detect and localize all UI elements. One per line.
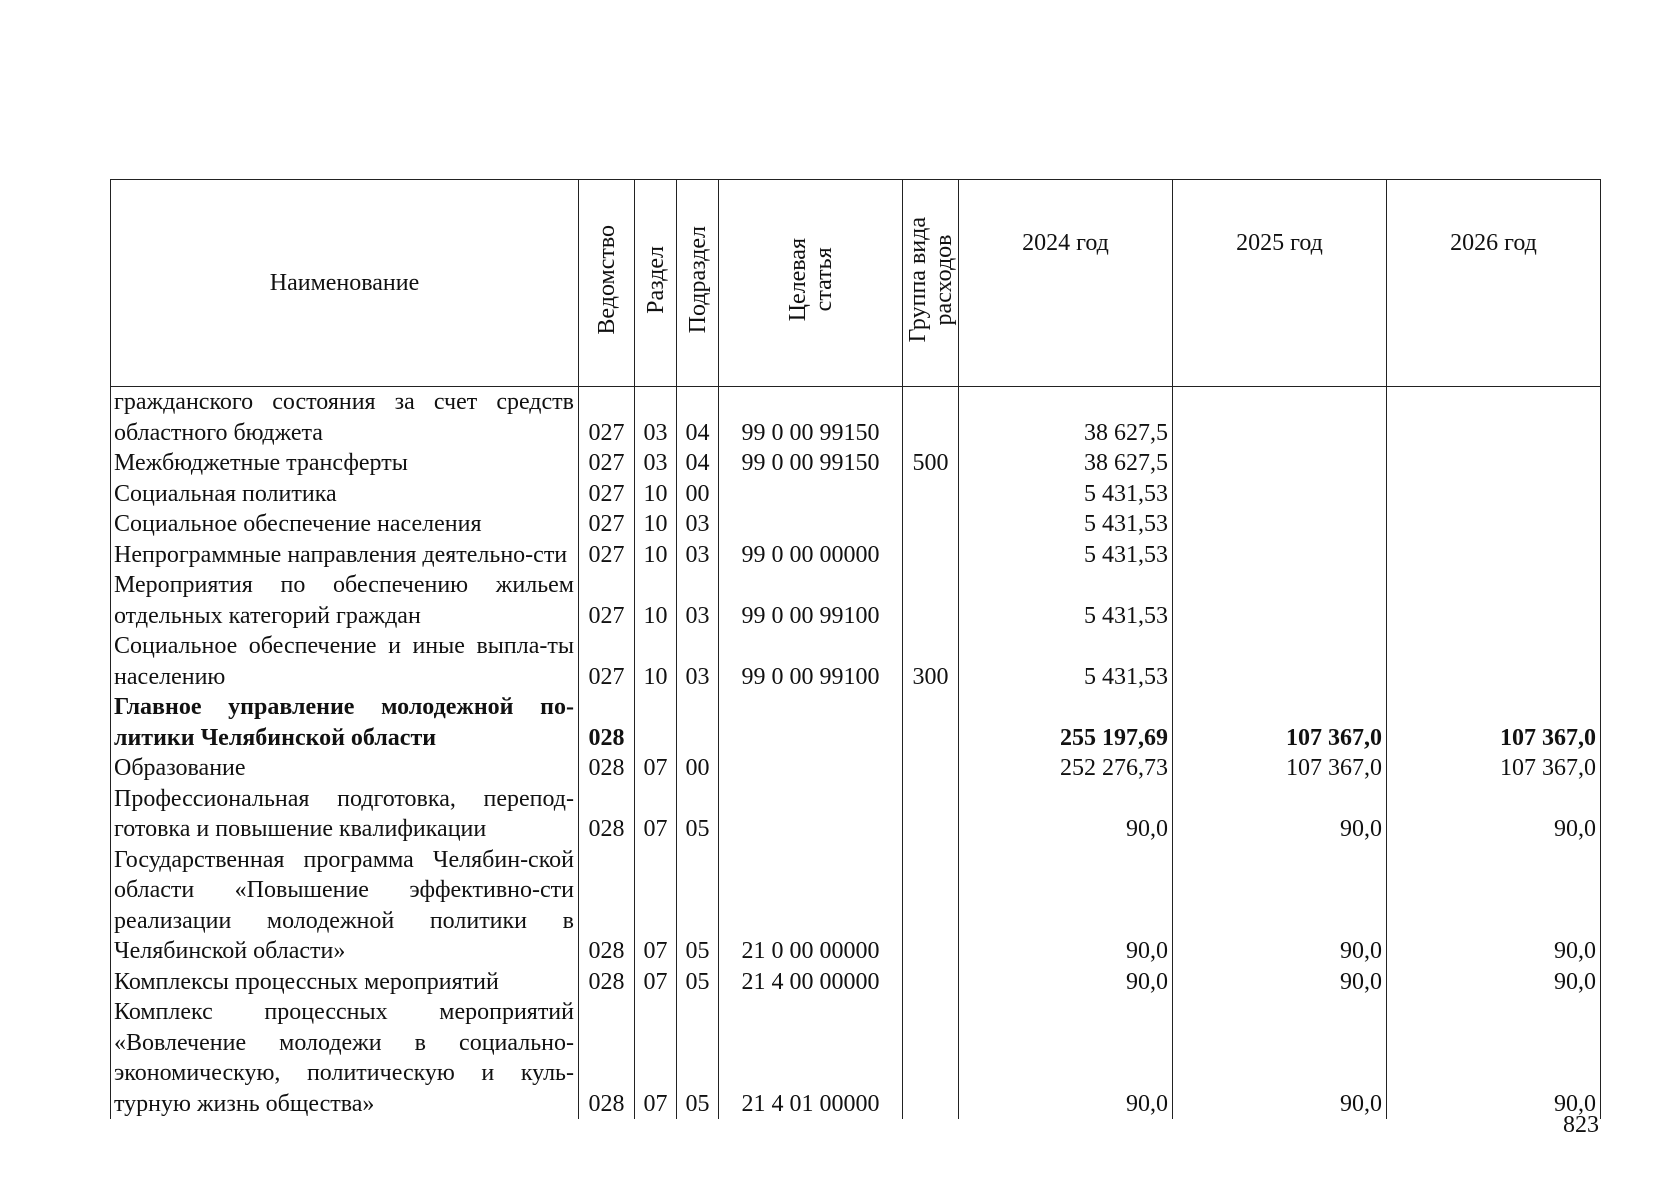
cell-2024: 5 431,53 — [959, 540, 1173, 571]
cell-2025 — [1173, 448, 1387, 479]
cell-podrazdel: 00 — [677, 479, 719, 510]
cell-2025: 90,0 — [1173, 967, 1387, 998]
cell-2024: 90,0 — [959, 967, 1173, 998]
table-row — [111, 448, 1601, 479]
cell-podrazdel: 05 — [677, 967, 719, 998]
cell-razdel — [635, 692, 677, 753]
cell-podrazdel: 03 — [677, 509, 719, 540]
cell-2025 — [1173, 479, 1387, 510]
header-podrazdel-text: Подраздел — [684, 225, 711, 334]
cell-2025 — [1173, 387, 1387, 449]
cell-2026 — [1387, 448, 1601, 479]
cell-2024: 90,0 — [959, 997, 1173, 1119]
cell-2025 — [1173, 509, 1387, 540]
cell-2024: 252 276,73 — [959, 753, 1173, 784]
cell-gruppa — [903, 692, 959, 753]
cell-2024: 255 197,69 — [959, 692, 1173, 753]
cell-gruppa — [903, 997, 959, 1119]
cell-celevaya-statya: 99 0 00 00000 — [719, 540, 903, 571]
cell-podrazdel: 05 — [677, 997, 719, 1119]
table-row — [111, 692, 1601, 753]
cell-2024: 38 627,5 — [959, 387, 1173, 449]
cell-podrazdel: 00 — [677, 753, 719, 784]
header-gruppa-text — [905, 217, 957, 342]
cell-2025: 107 367,0 — [1173, 753, 1387, 784]
cell-celevaya-statya — [719, 479, 903, 510]
header-2024-text: 2024 год — [1022, 230, 1109, 256]
cell-celevaya-statya: 99 0 00 99100 — [719, 631, 903, 692]
cell-podrazdel: 03 — [677, 570, 719, 631]
cell-podrazdel: 05 — [677, 784, 719, 845]
cell-name: Социальное обеспечение населения — [111, 509, 579, 540]
header-gruppa-vida-rashodov — [903, 180, 959, 387]
cell-razdel: 10 — [635, 631, 677, 692]
cell-2026: 107 367,0 — [1387, 753, 1601, 784]
cell-razdel: 10 — [635, 540, 677, 571]
cell-celevaya-statya: 21 4 01 00000 — [719, 997, 903, 1119]
cell-gruppa — [903, 540, 959, 571]
cell-2025: 90,0 — [1173, 997, 1387, 1119]
cell-razdel: 10 — [635, 570, 677, 631]
cell-gruppa — [903, 845, 959, 967]
cell-vedomstvo: 028 — [579, 692, 635, 753]
cell-name: Государственная программа Челябин-ской области «Повышение эффективно-сти реализации молодежной политики в Челябинской области» — [111, 845, 579, 967]
header-razdel — [635, 180, 677, 387]
cell-celevaya-statya: 21 0 00 00000 — [719, 845, 903, 967]
cell-2024: 5 431,53 — [959, 509, 1173, 540]
cell-celevaya-statya — [719, 692, 903, 753]
cell-podrazdel: 04 — [677, 387, 719, 449]
cell-name: Комплекс процессных мероприятий «Вовлечение молодежи в социально-экономическую, политическую и куль-турную жизнь общества» — [111, 997, 579, 1119]
header-gruppa-line2: расходов — [930, 234, 957, 325]
cell-2026 — [1387, 509, 1601, 540]
cell-2025: 107 367,0 — [1173, 692, 1387, 753]
cell-podrazdel — [677, 692, 719, 753]
cell-2024: 5 431,53 — [959, 631, 1173, 692]
cell-name: Социальная политика — [111, 479, 579, 510]
cell-2026 — [1387, 570, 1601, 631]
cell-2026: 107 367,0 — [1387, 692, 1601, 753]
cell-vedomstvo: 028 — [579, 753, 635, 784]
header-2026-text: 2026 год — [1450, 230, 1537, 256]
cell-gruppa — [903, 784, 959, 845]
cell-2026 — [1387, 387, 1601, 449]
cell-vedomstvo: 028 — [579, 997, 635, 1119]
header-name-text: Наименование — [269, 269, 420, 296]
cell-razdel: 07 — [635, 967, 677, 998]
table-row — [111, 997, 1601, 1119]
cell-vedomstvo: 027 — [579, 509, 635, 540]
cell-podrazdel: 05 — [677, 845, 719, 967]
cell-vedomstvo: 027 — [579, 631, 635, 692]
cell-2026 — [1387, 479, 1601, 510]
cell-name: Мероприятия по обеспечению жильем отдельных категорий граждан — [111, 570, 579, 631]
cell-celevaya-statya — [719, 509, 903, 540]
cell-2025: 90,0 — [1173, 845, 1387, 967]
header-vedomstvo — [579, 180, 635, 387]
cell-2026: 90,0 — [1387, 784, 1601, 845]
table-row — [111, 753, 1601, 784]
cell-name: Социальное обеспечение и иные выпла-ты населению — [111, 631, 579, 692]
cell-2024: 38 627,5 — [959, 448, 1173, 479]
cell-name: Межбюджетные трансферты — [111, 448, 579, 479]
cell-vedomstvo: 028 — [579, 845, 635, 967]
cell-2024: 5 431,53 — [959, 479, 1173, 510]
header-razdel-text: Раздел — [642, 245, 669, 314]
cell-2024: 90,0 — [959, 784, 1173, 845]
cell-razdel: 03 — [635, 387, 677, 449]
cell-podrazdel: 03 — [677, 631, 719, 692]
cell-gruppa — [903, 387, 959, 449]
cell-2026: 90,0 — [1387, 845, 1601, 967]
header-2025 — [1173, 180, 1387, 387]
cell-2026 — [1387, 540, 1601, 571]
cell-celevaya-statya: 99 0 00 99150 — [719, 387, 903, 449]
cell-razdel: 07 — [635, 753, 677, 784]
header-vedomstvo-text: Ведомство — [593, 224, 620, 335]
cell-vedomstvo: 028 — [579, 784, 635, 845]
cell-celevaya-statya: 99 0 00 99150 — [719, 448, 903, 479]
cell-2025 — [1173, 540, 1387, 571]
table-row — [111, 570, 1601, 631]
cell-name: Комплексы процессных мероприятий — [111, 967, 579, 998]
header-name — [111, 180, 579, 387]
cell-name: Главное управление молодежной по-литики Челябинской области — [111, 692, 579, 753]
table-body — [111, 387, 1601, 1120]
cell-2025 — [1173, 570, 1387, 631]
table-row — [111, 387, 1601, 449]
table-header — [111, 180, 1601, 387]
header-2025-text: 2025 год — [1236, 230, 1323, 256]
cell-razdel: 07 — [635, 784, 677, 845]
header-podrazdel — [677, 180, 719, 387]
page-number: 823 — [1563, 1112, 1599, 1138]
table-row — [111, 509, 1601, 540]
cell-vedomstvo: 027 — [579, 570, 635, 631]
table-row — [111, 967, 1601, 998]
header-celevaya-statya — [719, 180, 903, 387]
cell-2026 — [1387, 631, 1601, 692]
cell-2025 — [1173, 631, 1387, 692]
cell-vedomstvo: 027 — [579, 540, 635, 571]
cell-razdel: 03 — [635, 448, 677, 479]
cell-podrazdel: 04 — [677, 448, 719, 479]
header-2026 — [1387, 180, 1601, 387]
cell-2026: 90,0 — [1387, 997, 1601, 1119]
cell-celevaya-statya — [719, 784, 903, 845]
cell-razdel: 07 — [635, 845, 677, 967]
cell-razdel: 07 — [635, 997, 677, 1119]
cell-celevaya-statya: 21 4 00 00000 — [719, 967, 903, 998]
budget-table — [110, 179, 1601, 1119]
cell-2026: 90,0 — [1387, 967, 1601, 998]
header-2024 — [959, 180, 1173, 387]
header-celevaya-line1: Целевая — [784, 237, 811, 322]
cell-gruppa — [903, 753, 959, 784]
cell-razdel: 10 — [635, 509, 677, 540]
table-row — [111, 784, 1601, 845]
header-gruppa-line1: Группа вида — [904, 216, 931, 343]
cell-gruppa — [903, 509, 959, 540]
cell-name: Непрограммные направления деятельно-сти — [111, 540, 579, 571]
table-row — [111, 631, 1601, 692]
header-celevaya-text — [785, 238, 837, 321]
header-celevaya-line2: статья — [810, 247, 837, 312]
cell-celevaya-statya: 99 0 00 99100 — [719, 570, 903, 631]
cell-razdel: 10 — [635, 479, 677, 510]
cell-podrazdel: 03 — [677, 540, 719, 571]
cell-vedomstvo: 027 — [579, 448, 635, 479]
cell-name: Образование — [111, 753, 579, 784]
cell-celevaya-statya — [719, 753, 903, 784]
cell-gruppa — [903, 479, 959, 510]
cell-gruppa: 500 — [903, 448, 959, 479]
table-row — [111, 479, 1601, 510]
cell-vedomstvo: 028 — [579, 967, 635, 998]
cell-2024: 90,0 — [959, 845, 1173, 967]
table-row — [111, 845, 1601, 967]
table-row — [111, 540, 1601, 571]
cell-name: Профессиональная подготовка, перепод-готовка и повышение квалификации — [111, 784, 579, 845]
cell-vedomstvo: 027 — [579, 387, 635, 449]
cell-2024: 5 431,53 — [959, 570, 1173, 631]
cell-gruppa — [903, 967, 959, 998]
cell-name: гражданского состояния за счет средств областного бюджета — [111, 387, 579, 449]
cell-gruppa — [903, 570, 959, 631]
cell-vedomstvo: 027 — [579, 479, 635, 510]
cell-gruppa: 300 — [903, 631, 959, 692]
cell-2025: 90,0 — [1173, 784, 1387, 845]
